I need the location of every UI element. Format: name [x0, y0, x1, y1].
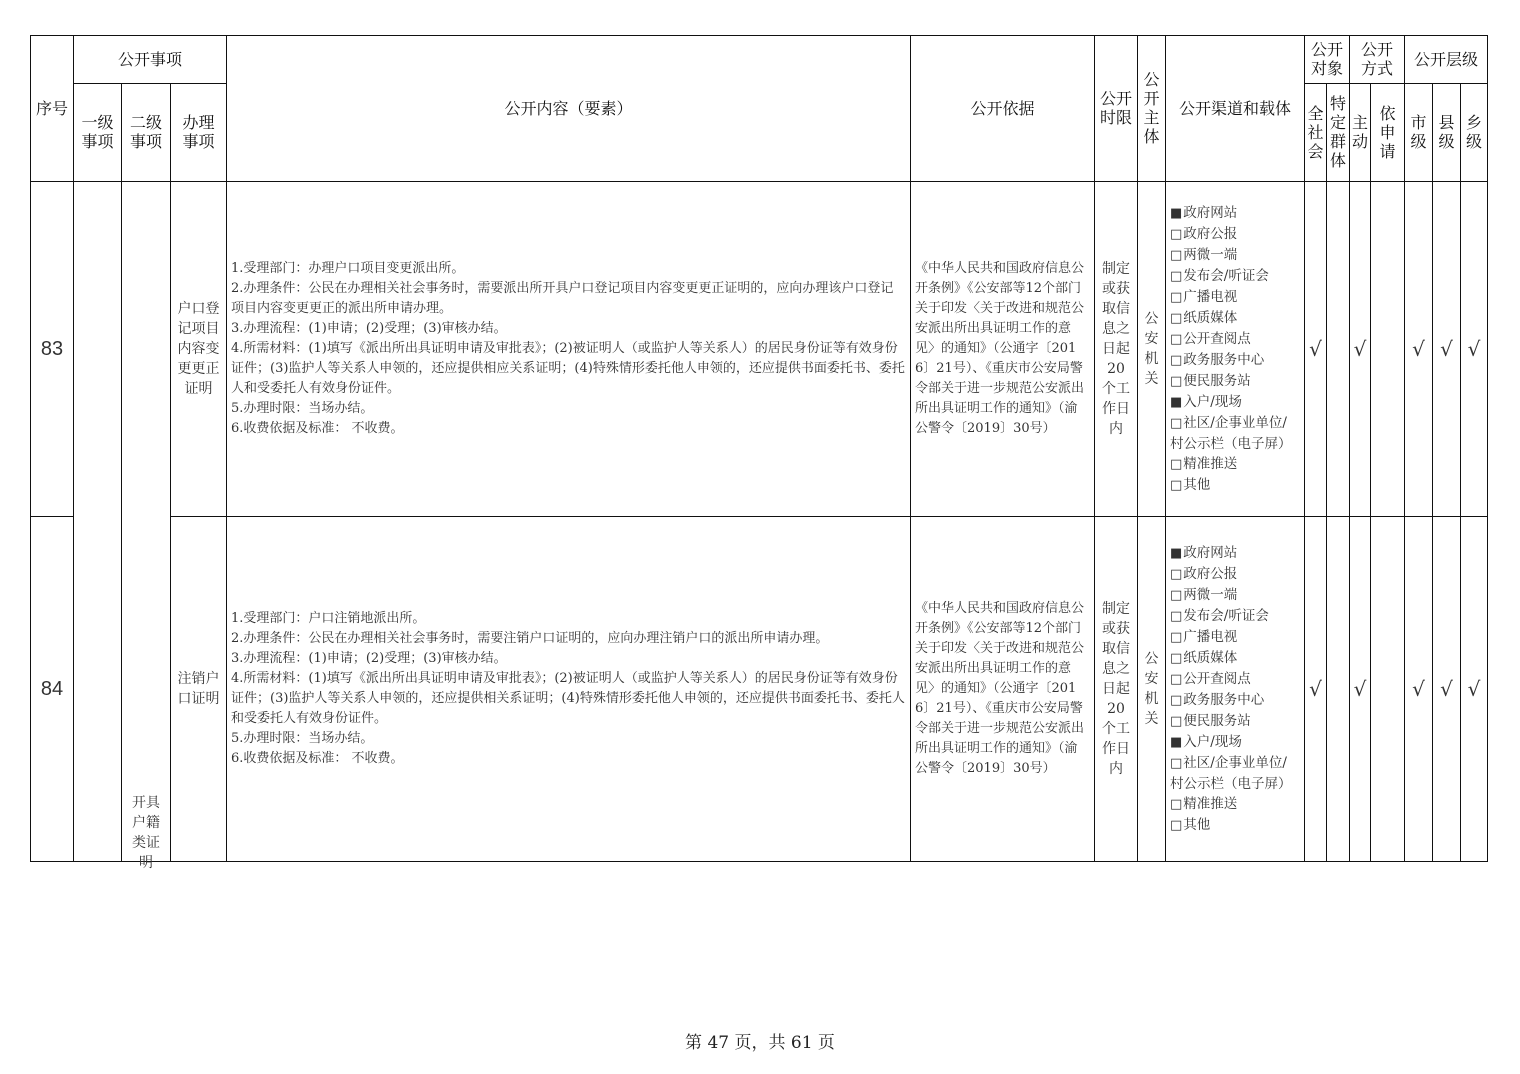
content-line: 1.受理部门：户口注销地派出所。	[231, 611, 426, 626]
header-tier: 公开层级	[1405, 36, 1488, 84]
header-town: 乡级	[1461, 84, 1488, 182]
row-channels	[1166, 517, 1305, 862]
check-city: √	[1405, 517, 1433, 862]
content-line: 2.办理条件：公民在办理相关社会事务时，需要派出所开具户口登记项目内容变更更正证明的，应向办理该户口登记项目内容变更更正的派出所申请办理。	[231, 281, 894, 316]
channel-item: □两微一端	[1170, 586, 1238, 603]
row-time-limit: 制定或获取信息之日起20个工作日内	[1095, 517, 1138, 862]
channel-item: □政府公报	[1170, 565, 1238, 582]
channel-item: □发布会/听证会	[1170, 607, 1269, 624]
channel-item: □政务服务中心	[1170, 691, 1265, 708]
row-channels	[1166, 182, 1305, 517]
channel-item: ■入户/现场	[1170, 733, 1242, 750]
header-specific: 特定群体	[1327, 84, 1350, 182]
header-all-society: 全社会	[1305, 84, 1327, 182]
check-all-society: √	[1305, 517, 1327, 862]
row-basis: 《中华人民共和国政府信息公开条例》《公安部等12个部门关于印发〈关于改进和规范公安派出所出具证明工作的意见〉的通知》（公通字〔2016〕21号）、《重庆市公安局警令部关于进一步规范公安派出所出具证明工作的通知》（渝公警令〔2019〕30号）	[911, 182, 1095, 517]
header-active: 主动	[1350, 84, 1371, 182]
content-line: 4.所需材料：(1)填写《派出所出具证明申请及审批表》；(2)被证明人（或监护人等关系人）的居民身份证等有效身份证件；(3)监护人等关系人申领的，还应提供相关系证明；(4)特殊情形委托他人申领的，还应提供书面委托书、委托人和受委托人有效身份证件。	[231, 671, 905, 726]
header-on-request: 依申请	[1371, 84, 1405, 182]
header-subject: 公开主体	[1138, 36, 1166, 182]
row-content	[227, 517, 911, 862]
content-line: 5.办理时限：当场办结。	[231, 731, 374, 746]
row-subject: 公安机关	[1138, 182, 1166, 517]
check-county: √	[1433, 182, 1461, 517]
channel-item: □纸质媒体	[1170, 649, 1238, 666]
channel-item: ■入户/现场	[1170, 393, 1242, 410]
level2-cell	[122, 182, 171, 871]
content-line: 5.办理时限：当场办结。	[231, 401, 374, 416]
content-line: 6.收费依据及标准： 不收费。	[231, 421, 404, 436]
channel-item: □其他	[1170, 476, 1211, 493]
check-county: √	[1433, 517, 1461, 862]
check-all-society: √	[1305, 182, 1327, 517]
header-level2: 二级事项	[122, 84, 171, 182]
header-seq: 序号	[31, 36, 74, 182]
channel-item: □发布会/听证会	[1170, 267, 1269, 284]
content-line: 2.办理条件：公民在办理相关社会事务时，需要注销户口证明的，应向办理注销户口的派出所申请办理。	[231, 631, 829, 646]
row-subject: 公安机关	[1138, 517, 1166, 862]
channel-item: □纸质媒体	[1170, 309, 1238, 326]
content-line: 3.办理流程：(1)申请；(2)受理；(3)审核办结。	[231, 321, 507, 336]
page-footer: 第 47 页，共 61 页	[685, 1033, 835, 1053]
row-time-limit: 制定或获取信息之日起20个工作日内	[1095, 182, 1138, 517]
level1-cell	[74, 182, 122, 862]
header-basis: 公开依据	[911, 36, 1095, 182]
channel-item: □社区/企事业单位/村公示栏（电子屏）	[1170, 754, 1292, 792]
channel-item: □精准推送	[1170, 795, 1238, 812]
check-town: √	[1461, 517, 1488, 862]
content-line: 4.所需材料：(1)填写《派出所出具证明申请及审批表》；(2)被证明人（或监护人等关系人）的居民身份证等有效身份证件；(3)监护人等关系人申领的，还应提供相应关系证明；(4)特殊情形委托他人申领的，还应提供书面委托书、委托人和受委托人有效身份证件。	[231, 341, 905, 396]
header-method: 公开方式	[1350, 36, 1405, 84]
channel-item: □便民服务站	[1170, 372, 1251, 389]
channel-item: □政府公报	[1170, 225, 1238, 242]
check-city: √	[1405, 182, 1433, 517]
channel-item: □社区/企事业单位/村公示栏（电子屏）	[1170, 414, 1292, 452]
channel-item: ■政府网站	[1170, 544, 1238, 561]
table-row	[31, 182, 1488, 517]
row-basis: 《中华人民共和国政府信息公开条例》《公安部等12个部门关于印发〈关于改进和规范公安派出所出具证明工作的意见〉的通知》（公通字〔2016〕21号）、《重庆市公安局警令部关于进一步规范公安派出所出具证明工作的通知》（渝公警令〔2019〕30号）	[911, 517, 1095, 862]
header-channels: 公开渠道和载体	[1166, 36, 1305, 182]
header-handle: 办理事项	[171, 84, 227, 182]
check-on-request	[1371, 517, 1405, 862]
header-content: 公开内容（要素）	[227, 36, 911, 182]
row-item: 注销户口证明	[171, 517, 227, 862]
table-row	[31, 517, 1488, 862]
check-specific	[1327, 517, 1350, 862]
content-line: 1.受理部门：办理户口项目变更派出所。	[231, 261, 465, 276]
content-line: 6.收费依据及标准： 不收费。	[231, 751, 404, 766]
channel-item: □便民服务站	[1170, 712, 1251, 729]
disclosure-table	[30, 35, 1488, 871]
channel-item: □两微一端	[1170, 246, 1238, 263]
channel-item: □其他	[1170, 816, 1211, 833]
header-county: 县级	[1433, 84, 1461, 182]
header-public-items: 公开事项	[74, 36, 227, 84]
row-content	[227, 182, 911, 517]
header-level1: 一级事项	[74, 84, 122, 182]
channel-item: □广播电视	[1170, 288, 1238, 305]
check-on-request	[1371, 182, 1405, 517]
header-time-limit: 公开时限	[1095, 36, 1138, 182]
content-line: 3.办理流程：(1)申请；(2)受理；(3)审核办结。	[231, 651, 507, 666]
check-specific	[1327, 182, 1350, 517]
channel-item: □广播电视	[1170, 628, 1238, 645]
channel-item: □公开查阅点	[1170, 670, 1251, 687]
row-seq: 84	[31, 517, 74, 862]
row-seq: 83	[31, 182, 74, 517]
channel-item: ■政府网站	[1170, 204, 1238, 221]
check-town: √	[1461, 182, 1488, 517]
row-item: 户口登记项目内容变更更正证明	[171, 182, 227, 517]
header-city: 市级	[1405, 84, 1433, 182]
channel-item: □政务服务中心	[1170, 351, 1265, 368]
level2-item: 开具户籍类证明	[132, 795, 160, 871]
check-active: √	[1350, 182, 1371, 517]
channel-item: □精准推送	[1170, 455, 1238, 472]
header-object: 公开对象	[1305, 36, 1350, 84]
check-active: √	[1350, 517, 1371, 862]
channel-item: □公开查阅点	[1170, 330, 1251, 347]
